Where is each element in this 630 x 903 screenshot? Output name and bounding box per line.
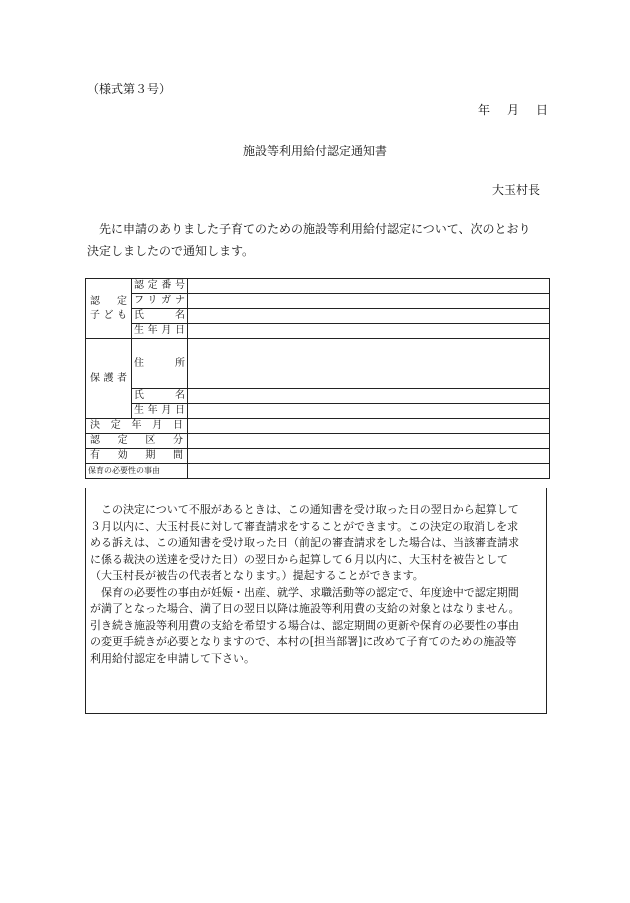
guardian-name-label: 氏名 xyxy=(132,389,188,404)
validity-period-label: 有効期間 xyxy=(86,449,188,464)
child-name-label: 氏名 xyxy=(132,309,188,324)
intro-paragraph xyxy=(87,218,557,262)
date-day: 日 xyxy=(536,103,549,117)
guardian-group-label: 保護者 xyxy=(86,339,132,419)
notice-line: める訴えは、この通知書を受け取った日（前記の審査請求をした場合は、当該審査請求 xyxy=(90,536,519,549)
decision-date-label: 決定年月日 xyxy=(86,419,188,434)
cert-number-label: 認定番号 xyxy=(132,279,188,294)
form-number: （様式第３号） xyxy=(87,82,172,96)
notice-line: この決定について不服があるときは、この通知書を受け取った日の翌日から起算して xyxy=(90,503,519,516)
child-birthdate-label: 生年月日 xyxy=(132,324,188,339)
necessity-reason-value[interactable] xyxy=(188,464,550,479)
date-year: 年 xyxy=(478,103,491,117)
guardian-name-value[interactable] xyxy=(188,389,550,404)
notice-line: が満了となった場合、満了日の翌日以降は施設等利用費の支給の対象とはなりません。 xyxy=(90,602,520,615)
notice-line: 利用給付認定を申請して下さい。 xyxy=(90,651,255,665)
child-group-line2: 子ども xyxy=(90,309,127,321)
child-birthdate-value[interactable] xyxy=(188,324,550,339)
child-name-value[interactable] xyxy=(188,309,550,324)
notice-line: ３月以内に、大玉村長に対して審査請求をすることができます。この決定の取消しを求 xyxy=(90,519,519,533)
guardian-address-label: 住所 xyxy=(132,339,188,389)
guardian-birthdate-value[interactable] xyxy=(188,404,550,419)
cert-number-value[interactable] xyxy=(188,279,550,294)
document-title: 施設等利用給付認定通知書 xyxy=(242,144,387,158)
necessity-reason-label: 保育の必要性の事由 xyxy=(86,464,188,479)
date-line xyxy=(478,101,548,118)
guardian-address-value[interactable] xyxy=(188,339,550,389)
notice-line: （大玉村長が被告の代表者となります。）提起することができます。 xyxy=(90,569,424,582)
intro-line: 決定しましたので通知します。 xyxy=(87,244,255,258)
furigana-label: フリガナ xyxy=(132,294,188,309)
form-table-wrap xyxy=(85,278,550,479)
decision-date-value[interactable] xyxy=(188,419,550,434)
child-group-label xyxy=(86,279,132,339)
notice-box xyxy=(85,488,547,714)
cert-category-value[interactable] xyxy=(188,434,550,449)
date-month: 月 xyxy=(507,103,520,117)
child-group-line1: 認定 xyxy=(90,295,127,307)
notice-line: 保育の必要性の事由が妊娠・出産、就学、求職活動等の認定で、年度途中で認定期間 xyxy=(90,585,519,599)
notice-line: に係る裁決の送達を受けた日）の翌日から起算して６月以内に、大玉村を被告として xyxy=(90,552,508,566)
notice-line: の変更手続きが必要となりますので、本村の[担当部署]に改めて子育てのための施設等 xyxy=(90,635,517,648)
furigana-value[interactable] xyxy=(188,294,550,309)
intro-line: 先に申請のありました子育てのための施設等利用給付認定について、次のとおり xyxy=(99,222,531,236)
guardian-birthdate-label: 生年月日 xyxy=(132,404,188,419)
issuer: 大玉村長 xyxy=(491,183,540,197)
cert-category-label: 認定区分 xyxy=(86,434,188,449)
form-table xyxy=(85,278,550,479)
validity-period-value[interactable] xyxy=(188,449,550,464)
notice-line: 引き続き施設等利用費の支給を希望する場合は、認定期間の更新や保育の必要性の事由 xyxy=(90,618,519,632)
